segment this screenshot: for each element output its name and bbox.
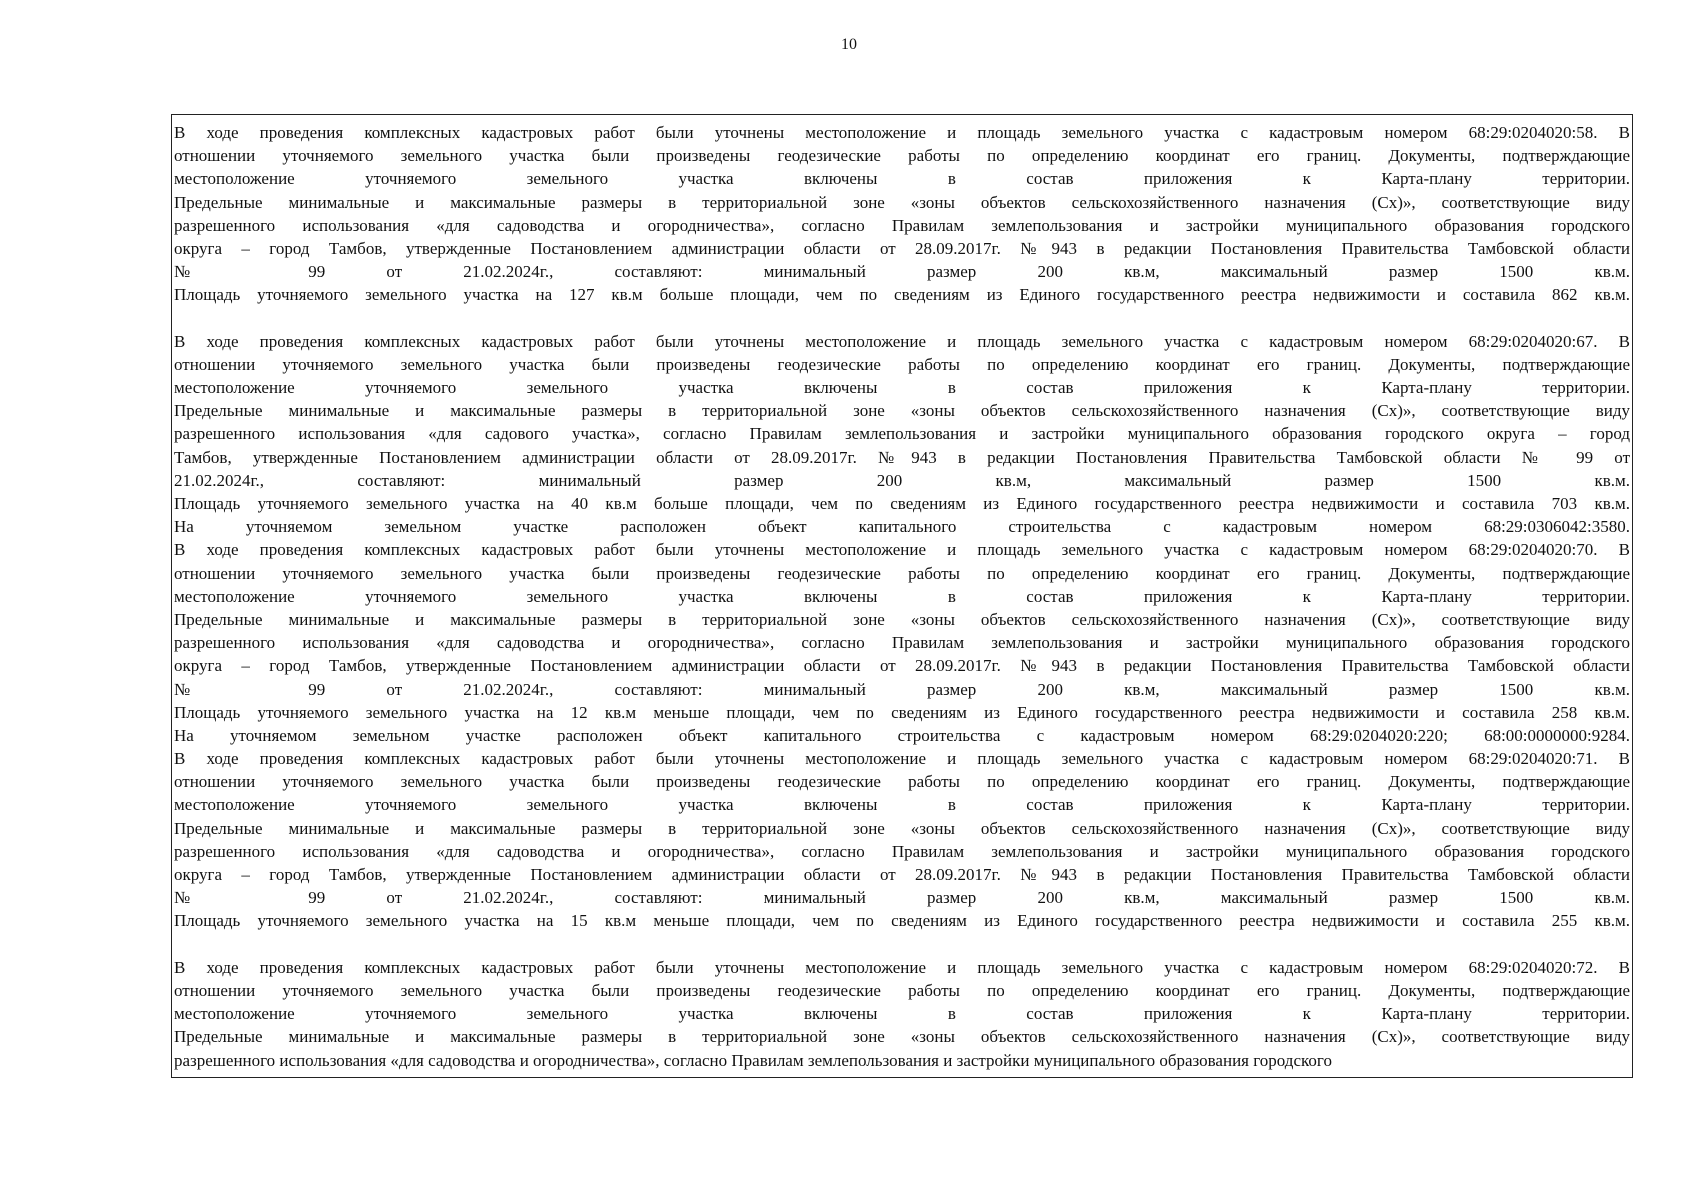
text-line: отношении уточняемого земельного участка были произведены геодезические работы по определению координат его границ. Документы, подтверждающие xyxy=(174,980,1630,1000)
text-line: В ходе проведения комплексных кадастровых работ были уточнены местоположение и площадь земельного участка с кадастровым номером 68:29:0204020:67. В xyxy=(174,331,1630,351)
text-line: № 99 от 21.02.2024г., составляют: минимальный размер 200 кв.м, максимальный размер 1500 кв.м. xyxy=(174,262,1630,282)
text-line: местоположение уточняемого земельного участка включены в состав приложения к Карта-плану территории. xyxy=(174,795,1630,815)
text-line: разрешенного использования «для садоводства и огородничества», согласно Правилам землепользования и застройки муниципального образования городского xyxy=(174,1050,1332,1070)
text-line: местоположение уточняемого земельного участка включены в состав приложения к Карта-плану территории. xyxy=(174,169,1630,189)
text-line: отношении уточняемого земельного участка были произведены геодезические работы по определению координат его границ. Документы, подтверждающие xyxy=(174,354,1630,374)
text-line: В ходе проведения комплексных кадастровых работ были уточнены местоположение и площадь земельного участка с кадастровым номером 68:29:0204020:72. В xyxy=(174,957,1630,977)
text-line: Площадь уточняемого земельного участка на 15 кв.м меньше площади, чем по сведениям из Единого государственного реестра недвижимости и составила 255 кв.м. xyxy=(174,911,1630,931)
page-number: 10 xyxy=(841,36,857,53)
document-body xyxy=(174,121,1630,1072)
text-line: разрешенного использования «для садоводства и огородничества», согласно Правилам землепользования и застройки муниципального образования городского xyxy=(174,841,1630,861)
text-line: отношении уточняемого земельного участка были произведены геодезические работы по определению координат его границ. Документы, подтверждающие xyxy=(174,563,1630,583)
text-line: № 99 от 21.02.2024г., составляют: минимальный размер 200 кв.м, максимальный размер 1500 кв.м. xyxy=(174,888,1630,908)
text-line: отношении уточняемого земельного участка были произведены геодезические работы по определению координат его границ. Документы, подтверждающие xyxy=(174,146,1630,166)
text-line: № 99 от 21.02.2024г., составляют: минимальный размер 200 кв.м, максимальный размер 1500 кв.м. xyxy=(174,679,1630,699)
text-line: Предельные минимальные и максимальные размеры в территориальной зоне «зоны объектов сельскохозяйственного назначения (Сх)», соответствующие виду xyxy=(174,1027,1630,1047)
text-line: местоположение уточняемого земельного участка включены в состав приложения к Карта-плану территории. xyxy=(174,1004,1630,1024)
text-line: отношении уточняемого земельного участка были произведены геодезические работы по определению координат его границ. Документы, подтверждающие xyxy=(174,772,1630,792)
text-line: округа – город Тамбов, утвержденные Постановлением администрации области от 28.09.2017г. №943 в редакции Постановления Правительства Тамбовской области xyxy=(174,238,1630,258)
text-line: разрешенного использования «для садоводства и огородничества», согласно Правилам землепользования и застройки муниципального образования городского xyxy=(174,633,1630,653)
text-line: местоположение уточняемого земельного участка включены в состав приложения к Карта-плану территории. xyxy=(174,378,1630,398)
text-line: Предельные минимальные и максимальные размеры в территориальной зоне «зоны объектов сельскохозяйственного назначения (Сх)», соответствующие виду xyxy=(174,818,1630,838)
text-line: округа – город Тамбов, утвержденные Постановлением администрации области от 28.09.2017г. №943 в редакции Постановления Правительства Тамбовской области xyxy=(174,865,1630,884)
text-line: В ходе проведения комплексных кадастровых работ были уточнены местоположение и площадь земельного участка с кадастровым номером 68:29:0204020:70. В xyxy=(174,540,1630,560)
text-line: Площадь уточняемого земельного участка на 127 кв.м больше площади, чем по сведениям из Единого государственного реестра недвижимости и составила 862 кв.м. xyxy=(174,285,1630,305)
text-line: Предельные минимальные и максимальные размеры в территориальной зоне «зоны объектов сельскохозяйственного назначения (Сх)», соответствующие виду xyxy=(174,401,1630,421)
text-line: местоположение уточняемого земельного участка включены в состав приложения к Карта-плану территории. xyxy=(174,586,1630,606)
paragraph-gap xyxy=(174,307,1630,330)
text-line: В ходе проведения комплексных кадастровых работ были уточнены местоположение и площадь земельного участка с кадастровым номером 68:29:0204020:71. В xyxy=(174,749,1630,769)
text-line: В ходе проведения комплексных кадастровых работ были уточнены местоположение и площадь земельного участка с кадастровым номером 68:29:0204020:58. В xyxy=(174,123,1630,142)
text-line: Предельные минимальные и максимальные размеры в территориальной зоне «зоны объектов сельскохозяйственного назначения (Сх)», соответствующие виду xyxy=(174,609,1630,629)
text-line: Площадь уточняемого земельного участка на 12 кв.м меньше площади, чем по сведениям из Единого государственного реестра недвижимости и составила 258 кв.м. xyxy=(174,702,1630,722)
text-line: разрешенного использования «для садоводства и огородничества», согласно Правилам землепользования и застройки муниципального образования городского xyxy=(174,215,1630,235)
text-line: На уточняемом земельном участке расположен объект капитального строительства с кадастровым номером 68:29:0204020:220; 68:00:0000000:9284. xyxy=(174,725,1630,745)
paragraph-gap xyxy=(174,933,1630,956)
content-frame xyxy=(171,114,1633,1078)
text-line: 21.02.2024г., составляют: минимальный размер 200 кв.м, максимальный размер 1500 кв.м. xyxy=(174,470,1630,490)
text-line: разрешенного использования «для садового участка», согласно Правилам землепользования и застройки муниципального образования городского округа – город xyxy=(174,424,1630,444)
text-line: округа – город Тамбов, утвержденные Постановлением администрации области от 28.09.2017г. №943 в редакции Постановления Правительства Тамбовской области xyxy=(174,656,1630,676)
text-line: Площадь уточняемого земельного участка на 40 кв.м больше площади, чем по сведениям из Единого государственного реестра недвижимости и составила 703 кв.м. xyxy=(174,494,1630,513)
text-line: Предельные минимальные и максимальные размеры в территориальной зоне «зоны объектов сельскохозяйственного назначения (Сх)», соответствующие виду xyxy=(174,192,1630,212)
text-line: Тамбов, утвержденные Постановлением администрации области от 28.09.2017г. №943 в редакции Постановления Правительства Тамбовской области № 99 от xyxy=(174,447,1630,467)
text-line: На уточняемом земельном участке расположен объект капитального строительства с кадастровым номером 68:29:0306042:3580. xyxy=(174,517,1630,537)
